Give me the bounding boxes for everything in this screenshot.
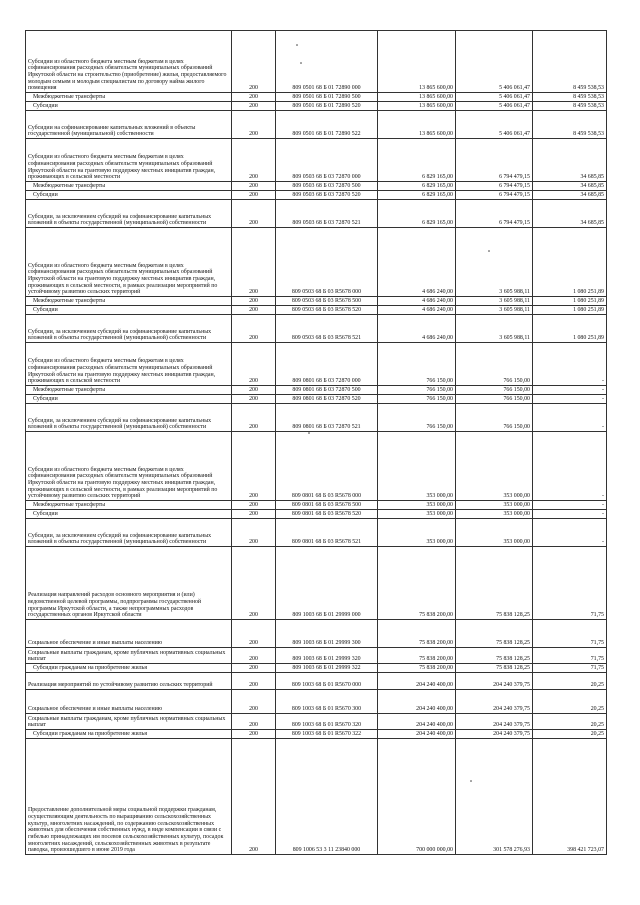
row-unexecuted-amount: - [533,501,607,510]
row-approved-amount: 6 829 165,00 [378,182,456,191]
row-approved-amount: 204 240 400,00 [378,690,456,714]
row-budget-code: 809 0503 68 Б 03 72870 521 [276,200,378,228]
row-approved-amount: 353 000,00 [378,501,456,510]
row-budget-code: 809 1003 68 Б 01 R5670 300 [276,690,378,714]
row-unexecuted-amount: 8 459 538,53 [533,102,607,111]
row-line-code: 200 [232,343,276,386]
row-approved-amount: 700 000 000,00 [378,739,456,855]
row-unexecuted-amount: - [533,343,607,386]
row-unexecuted-amount: 20,25 [533,730,607,739]
scan-speck [488,250,490,252]
row-unexecuted-amount: 8 459 538,53 [533,111,607,139]
table-row [26,182,607,191]
row-unexecuted-amount: 1 080 251,89 [533,228,607,297]
row-budget-code: 809 0503 68 Б 03 72870 000 [276,139,378,182]
row-unexecuted-amount: - [533,510,607,519]
table-row [26,395,607,404]
row-name: Реализация мероприятий по устойчивому развитию сельских территорий [26,673,232,690]
row-budget-code: 809 0801 68 Б 03 R5678 500 [276,501,378,510]
row-unexecuted-amount: 8 459 538,53 [533,93,607,102]
row-name: Межбюджетные трансферты [26,93,232,102]
table-row [26,648,607,664]
row-approved-amount: 75 838 200,00 [378,664,456,673]
row-approved-amount: 353 000,00 [378,510,456,519]
row-unexecuted-amount: 398 421 723,07 [533,739,607,855]
row-unexecuted-amount: 71,75 [533,547,607,620]
row-executed-amount: 204 240 379,75 [456,714,533,730]
row-approved-amount: 766 150,00 [378,386,456,395]
row-approved-amount: 13 865 600,00 [378,111,456,139]
row-name: Социальное обеспечение и иные выплаты населению [26,690,232,714]
table-row [26,510,607,519]
row-unexecuted-amount: 71,75 [533,664,607,673]
table-row [26,620,607,648]
table-row [26,343,607,386]
row-unexecuted-amount: - [533,404,607,432]
table-row [26,139,607,182]
row-executed-amount: 6 794 479,15 [456,139,533,182]
row-budget-code: 809 0501 68 Б 01 72890 500 [276,93,378,102]
row-budget-code: 809 0503 68 Б 03 R5678 500 [276,297,378,306]
row-line-code: 200 [232,620,276,648]
table-row [26,297,607,306]
row-executed-amount: 3 605 988,11 [456,315,533,343]
row-executed-amount: 766 150,00 [456,395,533,404]
row-line-code: 200 [232,690,276,714]
row-name: Субсидии [26,395,232,404]
row-approved-amount: 204 240 400,00 [378,673,456,690]
row-approved-amount: 13 865 600,00 [378,31,456,93]
row-name: Социальное обеспечение и иные выплаты населению [26,620,232,648]
table-row [26,690,607,714]
row-budget-code: 809 0503 68 Б 03 72870 520 [276,191,378,200]
row-line-code: 200 [232,315,276,343]
row-name: Субсидии [26,510,232,519]
row-approved-amount: 204 240 400,00 [378,714,456,730]
row-name: Субсидии из областного бюджета местным бюджетам в целях софинансирования расходных обязательств муниципальных образований Иркутской области на грантовую поддержку местных инициатив граждан, проживающих в сельской местности [26,139,232,182]
row-executed-amount: 5 406 061,47 [456,93,533,102]
row-line-code: 200 [232,714,276,730]
table-row [26,102,607,111]
row-executed-amount: 353 000,00 [456,519,533,547]
row-line-code: 200 [232,191,276,200]
row-unexecuted-amount: 34 685,85 [533,182,607,191]
row-budget-code: 809 0801 68 Б 03 72870 521 [276,404,378,432]
budget-execution-table [25,30,607,855]
row-executed-amount: 5 406 061,47 [456,102,533,111]
row-approved-amount: 6 829 165,00 [378,200,456,228]
scan-speck [470,780,472,782]
row-name: Межбюджетные трансферты [26,182,232,191]
row-executed-amount: 5 406 061,47 [456,31,533,93]
row-name: Субсидии гражданам на приобретение жилья [26,664,232,673]
row-unexecuted-amount: 20,25 [533,690,607,714]
row-executed-amount: 6 794 479,15 [456,182,533,191]
row-name: Субсидии из областного бюджета местным бюджетам в целях софинансирования расходных обязательств муниципальных образований Иркутской области на грантовую поддержку местных инициатив граждан, проживающих в сельской местности, в рамках реализации мероприятий по устойчивому развитию сельских территорий [26,228,232,297]
table-row [26,547,607,620]
row-line-code: 200 [232,404,276,432]
scan-speck [300,62,302,64]
row-name: Межбюджетные трансферты [26,386,232,395]
row-line-code: 200 [232,547,276,620]
row-unexecuted-amount: - [533,519,607,547]
table-row [26,31,607,93]
row-line-code: 200 [232,111,276,139]
row-line-code: 200 [232,673,276,690]
row-line-code: 200 [232,200,276,228]
row-name: Субсидии, за исключением субсидий на софинансирование капитальных вложений в объекты государственной (муниципальной) собственности [26,200,232,228]
row-executed-amount: 75 838 128,25 [456,620,533,648]
row-name: Субсидии на софинансирование капитальных вложений в объекты государственной (муниципальной) собственности [26,111,232,139]
row-budget-code: 809 1003 68 Б 01 R5670 320 [276,714,378,730]
row-budget-code: 809 0801 68 Б 03 72870 520 [276,395,378,404]
row-budget-code: 809 0503 68 Б 03 72870 500 [276,182,378,191]
table-row [26,111,607,139]
row-unexecuted-amount: - [533,386,607,395]
row-approved-amount: 75 838 200,00 [378,547,456,620]
row-unexecuted-amount: 71,75 [533,620,607,648]
row-unexecuted-amount: - [533,395,607,404]
row-name: Субсидии, за исключением субсидий на софинансирование капитальных вложений в объекты государственной (муниципальной) собственности [26,519,232,547]
row-approved-amount: 353 000,00 [378,432,456,501]
row-name: Межбюджетные трансферты [26,297,232,306]
row-approved-amount: 4 686 240,00 [378,306,456,315]
row-unexecuted-amount: 20,25 [533,714,607,730]
row-line-code: 200 [232,102,276,111]
row-name: Субсидии, за исключением субсидий на софинансирование капитальных вложений в объекты государственной (муниципальной) собственности [26,404,232,432]
row-approved-amount: 4 686 240,00 [378,297,456,306]
row-line-code: 200 [232,182,276,191]
table-row [26,386,607,395]
row-approved-amount: 766 150,00 [378,343,456,386]
table-row [26,306,607,315]
row-name: Субсидии из областного бюджета местным бюджетам в целях софинансирования расходных обязательств муниципальных образований Иркутской области на грантовую поддержку местных инициатив граждан, проживающих в сельской местности, в рамках реализации мероприятий по устойчивому развитию сельских территорий [26,432,232,501]
row-budget-code: 809 0503 68 Б 03 R5678 521 [276,315,378,343]
row-budget-code: 809 0801 68 Б 03 R5678 520 [276,510,378,519]
row-approved-amount: 353 000,00 [378,519,456,547]
row-budget-code: 809 0801 68 Б 03 72870 500 [276,386,378,395]
row-budget-code: 809 0501 68 Б 01 72890 522 [276,111,378,139]
row-line-code: 200 [232,386,276,395]
row-unexecuted-amount: 8 459 538,53 [533,31,607,93]
row-name: Субсидии [26,306,232,315]
row-name: Предоставление дополнительной меры социальной поддержки гражданам, осуществляющим деятельность по выращиванию сельскохозяйственных культур, многолетних насаждений, по содержанию сельскохозяйственных животных для обеспечения собственных нужд, в виде компенсации в связи с гибелью принадлежащих им посевов сельскохозяйственных культур, посадок многолетних насаждений, сельскохозяйственных животных в результате паводка, произошедшего в июне 2019 года [26,739,232,855]
table-row [26,315,607,343]
row-budget-code: 809 1003 68 Б 01 R5670 000 [276,673,378,690]
table-row [26,673,607,690]
row-line-code: 200 [232,228,276,297]
row-name: Межбюджетные трансферты [26,501,232,510]
row-unexecuted-amount: 20,25 [533,673,607,690]
row-budget-code: 809 1003 68 Б 01 29999 000 [276,547,378,620]
row-name: Субсидии из областного бюджета местным бюджетам в целях софинансирования расходных обязательств муниципальных образований Иркутской области на грантовую поддержку местных инициатив граждан, проживающих в сельской местности [26,343,232,386]
row-executed-amount: 766 150,00 [456,404,533,432]
row-approved-amount: 6 829 165,00 [378,191,456,200]
row-line-code: 200 [232,395,276,404]
row-unexecuted-amount: 1 080 251,89 [533,315,607,343]
row-line-code: 200 [232,306,276,315]
row-approved-amount: 75 838 200,00 [378,620,456,648]
table-row [26,404,607,432]
row-executed-amount: 3 605 988,11 [456,228,533,297]
row-unexecuted-amount: 1 080 251,89 [533,306,607,315]
table-row [26,730,607,739]
row-executed-amount: 766 150,00 [456,343,533,386]
row-budget-code: 809 1003 68 Б 01 29999 300 [276,620,378,648]
row-name: Социальные выплаты гражданам, кроме публичных нормативных социальных выплат [26,714,232,730]
row-unexecuted-amount: - [533,432,607,501]
row-line-code: 200 [232,648,276,664]
table-row [26,739,607,855]
row-executed-amount: 766 150,00 [456,386,533,395]
row-budget-code: 809 0801 68 Б 03 72870 000 [276,343,378,386]
table-row [26,432,607,501]
row-budget-code: 809 1003 68 Б 01 29999 322 [276,664,378,673]
row-approved-amount: 4 686 240,00 [378,228,456,297]
row-executed-amount: 353 000,00 [456,501,533,510]
row-name: Субсидии [26,191,232,200]
table-row [26,93,607,102]
row-line-code: 200 [232,93,276,102]
row-unexecuted-amount: 34 685,85 [533,200,607,228]
row-executed-amount: 75 838 128,25 [456,648,533,664]
row-executed-amount: 301 578 276,93 [456,739,533,855]
row-unexecuted-amount: 34 685,85 [533,139,607,182]
row-line-code: 200 [232,31,276,93]
row-line-code: 200 [232,510,276,519]
row-executed-amount: 204 240 379,75 [456,673,533,690]
row-approved-amount: 6 829 165,00 [378,139,456,182]
row-name: Субсидии [26,102,232,111]
row-unexecuted-amount: 34 685,85 [533,191,607,200]
row-unexecuted-amount: 1 080 251,89 [533,297,607,306]
row-executed-amount: 353 000,00 [456,432,533,501]
row-executed-amount: 204 240 379,75 [456,730,533,739]
table-row [26,519,607,547]
row-executed-amount: 353 000,00 [456,510,533,519]
row-budget-code: 809 1003 68 Б 01 R5670 322 [276,730,378,739]
row-name: Субсидии из областного бюджета местным бюджетам в целях софинансирования расходных обязательств муниципальных образований Иркутской области на строительство (приобретение) жилья, предоставляемого молодым семьям и молодым специалистам по договору найма жилого помещения [26,31,232,93]
row-line-code: 200 [232,432,276,501]
row-budget-code: 809 0503 68 Б 03 R5678 520 [276,306,378,315]
row-line-code: 200 [232,297,276,306]
row-budget-code: 809 0503 68 Б 03 R5678 000 [276,228,378,297]
row-executed-amount: 3 605 988,11 [456,306,533,315]
scan-speck [308,432,310,434]
scan-speck [296,44,298,46]
row-executed-amount: 75 838 128,25 [456,547,533,620]
table-row [26,200,607,228]
row-line-code: 200 [232,739,276,855]
row-executed-amount: 75 838 128,25 [456,664,533,673]
table-row [26,664,607,673]
row-unexecuted-amount: 71,75 [533,648,607,664]
row-executed-amount: 5 406 061,47 [456,111,533,139]
row-budget-code: 809 0501 68 Б 01 72890 520 [276,102,378,111]
row-budget-code: 809 0801 68 Б 03 R5678 000 [276,432,378,501]
row-approved-amount: 13 865 600,00 [378,102,456,111]
row-executed-amount: 6 794 479,15 [456,200,533,228]
table-row [26,228,607,297]
row-name: Реализация направлений расходов основного мероприятия и (или) ведомственной целевой программы, подпрограммы государственной программы Иркутской области, а также непрограммных расходов государственных органов Иркутской области [26,547,232,620]
table-row [26,501,607,510]
row-line-code: 200 [232,664,276,673]
table-row [26,714,607,730]
row-budget-code: 809 0801 68 Б 03 R5678 521 [276,519,378,547]
row-line-code: 200 [232,730,276,739]
row-budget-code: 809 1003 68 Б 01 29999 320 [276,648,378,664]
row-budget-code: 809 1006 53 3 11 23840 000 [276,739,378,855]
row-approved-amount: 4 686 240,00 [378,315,456,343]
row-name: Субсидии гражданам на приобретение жилья [26,730,232,739]
row-name: Социальные выплаты гражданам, кроме публичных нормативных социальных выплат [26,648,232,664]
row-approved-amount: 766 150,00 [378,395,456,404]
row-name: Субсидии, за исключением субсидий на софинансирование капитальных вложений в объекты государственной (муниципальной) собственности [26,315,232,343]
row-line-code: 200 [232,139,276,182]
row-approved-amount: 204 240 400,00 [378,730,456,739]
row-approved-amount: 75 838 200,00 [378,648,456,664]
row-line-code: 200 [232,501,276,510]
row-executed-amount: 3 605 988,11 [456,297,533,306]
table-row [26,191,607,200]
row-executed-amount: 6 794 479,15 [456,191,533,200]
row-executed-amount: 204 240 379,75 [456,690,533,714]
row-line-code: 200 [232,519,276,547]
row-approved-amount: 766 150,00 [378,404,456,432]
row-approved-amount: 13 865 600,00 [378,93,456,102]
row-budget-code: 809 0501 68 Б 01 72890 000 [276,31,378,93]
